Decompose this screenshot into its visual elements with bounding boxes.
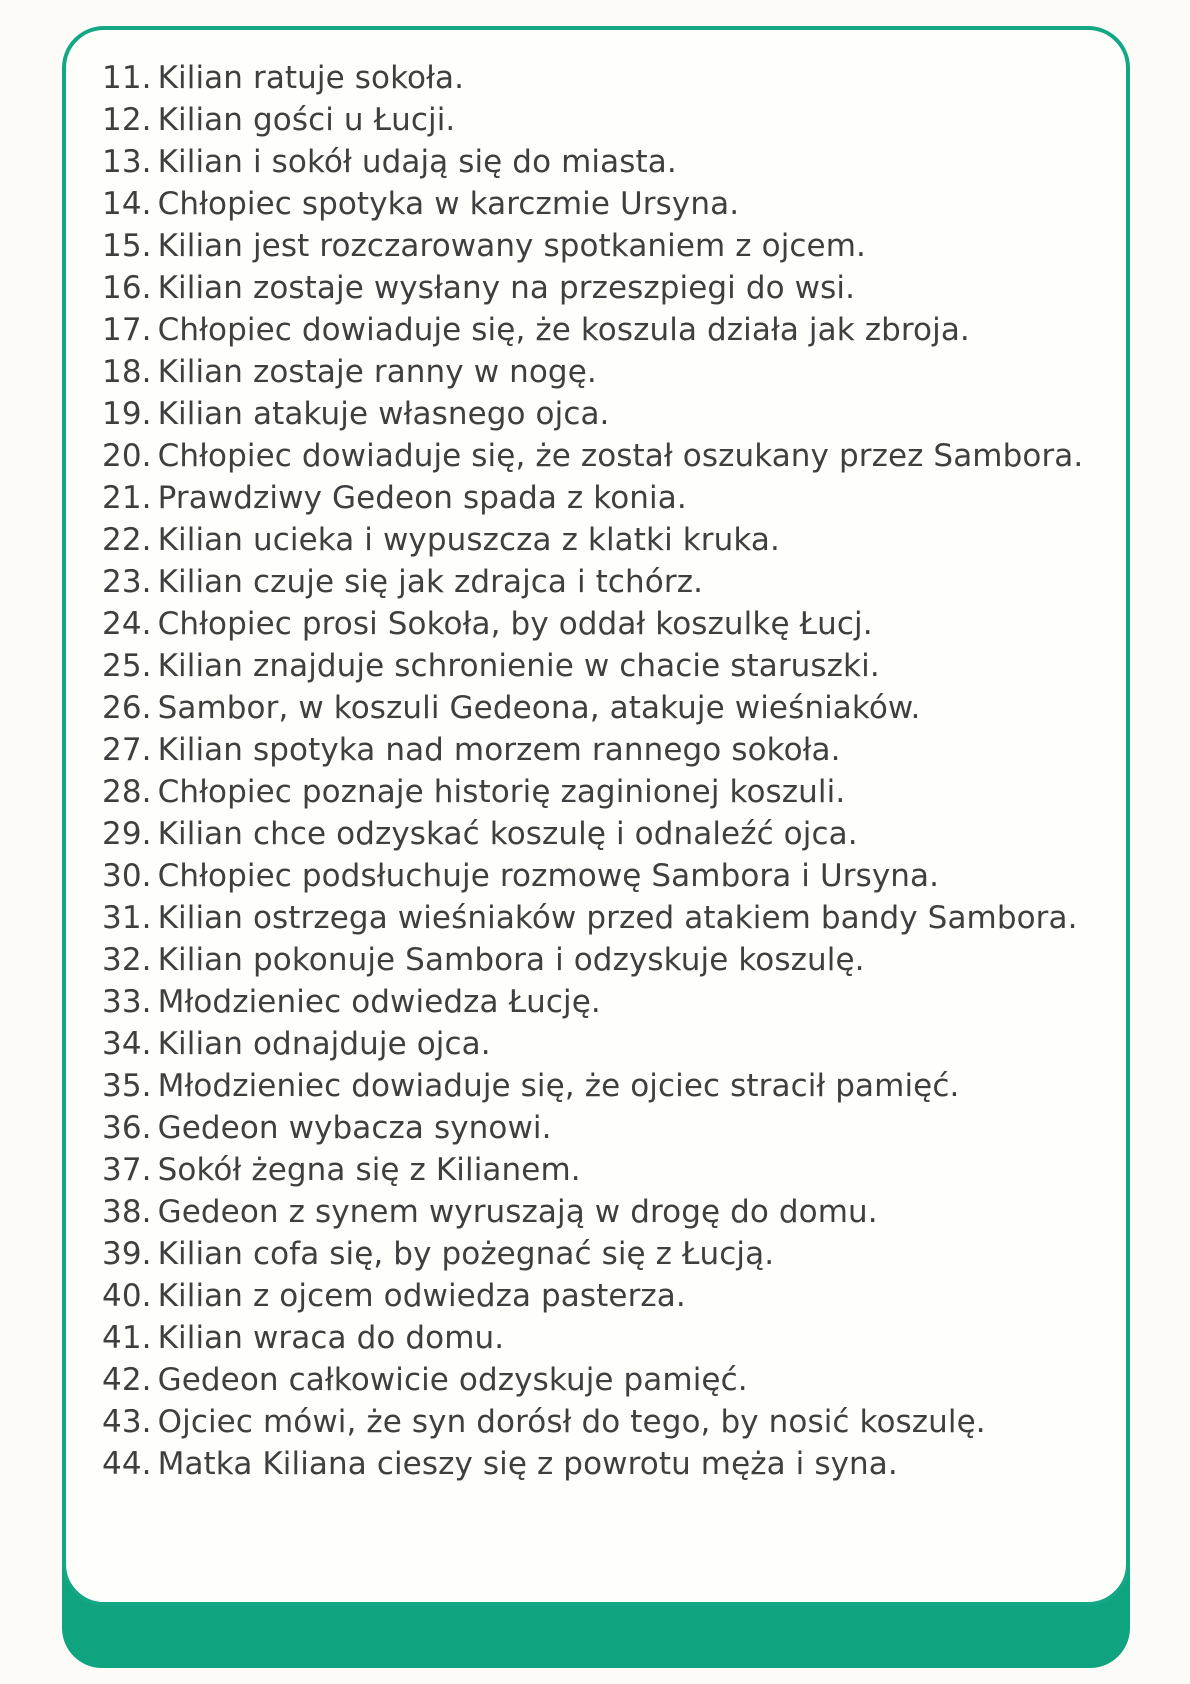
list-item (102, 477, 1090, 519)
list-item (102, 603, 1090, 645)
item-number: 44. (102, 1446, 152, 1482)
list-item (102, 1317, 1090, 1359)
list-item (102, 1359, 1090, 1401)
events-card (62, 26, 1130, 1606)
item-number: 37. (102, 1152, 152, 1188)
item-number: 17. (102, 312, 152, 348)
item-text: Kilian spotyka nad morzem rannego sokoła. (157, 732, 841, 768)
list-item (102, 1233, 1090, 1275)
list-item (102, 1401, 1090, 1443)
item-text: Prawdziwy Gedeon spada z konia. (157, 480, 687, 516)
item-number: 38. (102, 1194, 152, 1230)
item-number: 41. (102, 1320, 152, 1356)
item-text: Ojciec mówi, że syn dorósł do tego, by nosić koszulę. (157, 1404, 986, 1440)
item-text: Chłopiec podsłuchuje rozmowę Sambora i Ursyna. (157, 858, 940, 894)
item-text: Chłopiec spotyka w karczmie Ursyna. (157, 186, 740, 222)
item-number: 33. (102, 984, 152, 1020)
list-item (102, 813, 1090, 855)
item-number: 25. (102, 648, 152, 684)
item-text: Kilian i sokół udają się do miasta. (157, 144, 677, 180)
item-text: Kilian chce odzyskać koszulę i odnaleźć ojca. (157, 816, 858, 852)
item-number: 15. (102, 228, 152, 264)
item-text: Kilian ucieka i wypuszcza z klatki kruka. (157, 522, 780, 558)
list-item (102, 1023, 1090, 1065)
list-item (102, 561, 1090, 603)
item-number: 36. (102, 1110, 152, 1146)
list-item (102, 897, 1090, 939)
item-text: Kilian czuje się jak zdrajca i tchórz. (157, 564, 704, 600)
item-number: 13. (102, 144, 152, 180)
list-item (102, 729, 1090, 771)
list-item (102, 687, 1090, 729)
list-item (102, 1275, 1090, 1317)
item-number: 32. (102, 942, 152, 978)
list-item (102, 99, 1090, 141)
item-number: 35. (102, 1068, 152, 1104)
item-text: Kilian pokonuje Sambora i odzyskuje koszulę. (157, 942, 865, 978)
item-text: Chłopiec dowiaduje się, że koszula działa jak zbroja. (157, 312, 970, 348)
item-number: 30. (102, 858, 152, 894)
item-number: 21. (102, 480, 152, 516)
item-number: 20. (102, 438, 152, 474)
item-number: 12. (102, 102, 152, 138)
item-text: Kilian odnajduje ojca. (157, 1026, 491, 1062)
list-item (102, 1065, 1090, 1107)
item-number: 43. (102, 1404, 152, 1440)
list-item (102, 225, 1090, 267)
item-number: 31. (102, 900, 152, 936)
list-item (102, 1191, 1090, 1233)
item-number: 11. (102, 60, 152, 96)
item-number: 16. (102, 270, 152, 306)
list-item (102, 435, 1090, 477)
item-text: Gedeon wybacza synowi. (157, 1110, 552, 1146)
item-text: Kilian gości u Łucji. (157, 102, 456, 138)
item-number: 39. (102, 1236, 152, 1272)
item-number: 34. (102, 1026, 152, 1062)
item-text: Młodzieniec odwiedza Łucję. (157, 984, 601, 1020)
item-number: 23. (102, 564, 152, 600)
list-item (102, 981, 1090, 1023)
list-item (102, 939, 1090, 981)
list-item (102, 1443, 1090, 1485)
item-text: Kilian wraca do domu. (157, 1320, 505, 1356)
list-item (102, 183, 1090, 225)
item-number: 26. (102, 690, 152, 726)
list-item (102, 519, 1090, 561)
list-item (102, 1107, 1090, 1149)
item-number: 40. (102, 1278, 152, 1314)
item-text: Kilian zostaje wysłany na przeszpiegi do wsi. (157, 270, 856, 306)
list-item (102, 645, 1090, 687)
item-text: Kilian zostaje ranny w nogę. (157, 354, 597, 390)
list-item (102, 1149, 1090, 1191)
item-text: Kilian jest rozczarowany spotkaniem z ojcem. (157, 228, 866, 264)
list-item (102, 309, 1090, 351)
item-number: 19. (102, 396, 152, 432)
item-number: 24. (102, 606, 152, 642)
item-number: 22. (102, 522, 152, 558)
item-text: Chłopiec poznaje historię zaginionej koszuli. (157, 774, 846, 810)
item-text: Sokół żegna się z Kilianem. (157, 1152, 581, 1188)
item-number: 28. (102, 774, 152, 810)
item-text: Kilian znajduje schronienie w chacie staruszki. (157, 648, 880, 684)
list-item (102, 771, 1090, 813)
list-item (102, 855, 1090, 897)
list-item (102, 267, 1090, 309)
item-text: Kilian atakuje własnego ojca. (157, 396, 610, 432)
item-text: Gedeon z synem wyruszają w drogę do domu. (157, 1194, 878, 1230)
item-number: 27. (102, 732, 152, 768)
list-item (102, 393, 1090, 435)
item-text: Kilian ostrzega wieśniaków przed atakiem bandy Sambora. (157, 900, 1078, 936)
list-item (102, 351, 1090, 393)
item-text: Chłopiec dowiaduje się, że został oszukany przez Sambora. (157, 438, 1084, 474)
item-text: Kilian ratuje sokoła. (157, 60, 465, 96)
item-text: Młodzieniec dowiaduje się, że ojciec stracił pamięć. (157, 1068, 960, 1104)
item-text: Matka Kiliana cieszy się z powrotu męża i syna. (157, 1446, 898, 1482)
item-text: Gedeon całkowicie odzyskuje pamięć. (157, 1362, 748, 1398)
item-number: 42. (102, 1362, 152, 1398)
list-item (102, 141, 1090, 183)
item-text: Sambor, w koszuli Gedeona, atakuje wieśniaków. (157, 690, 921, 726)
item-text: Kilian cofa się, by pożegnać się z Łucją. (157, 1236, 775, 1272)
events-list (66, 30, 1126, 1485)
item-number: 29. (102, 816, 152, 852)
item-number: 18. (102, 354, 152, 390)
item-text: Kilian z ojcem odwiedza pasterza. (157, 1278, 686, 1314)
item-text: Chłopiec prosi Sokoła, by oddał koszulkę Łucj. (157, 606, 873, 642)
list-item (102, 57, 1090, 99)
item-number: 14. (102, 186, 152, 222)
